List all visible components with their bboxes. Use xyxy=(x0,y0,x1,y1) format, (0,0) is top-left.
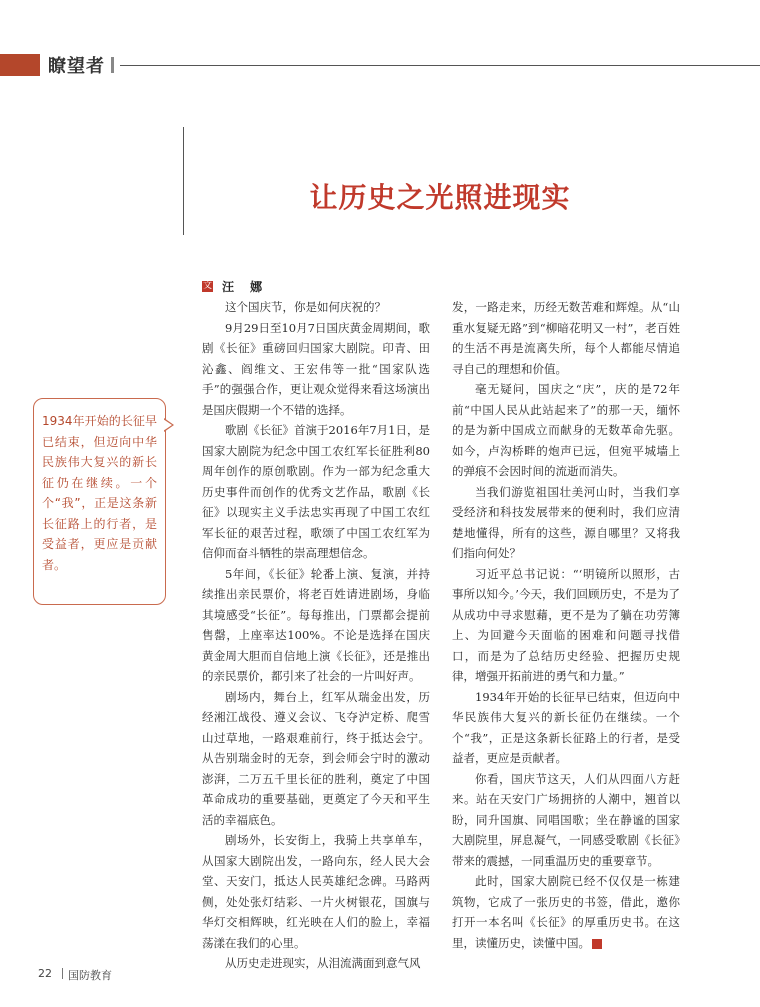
paragraph: 这个国庆节，你是如何庆祝的？ xyxy=(225,300,386,314)
paragraph-last xyxy=(452,871,680,953)
header-rule xyxy=(120,65,760,66)
pull-quote-pointer-fill xyxy=(163,419,172,431)
section-title: 瞭望者 xyxy=(48,56,105,77)
paragraph: 习近平总书记说：“‘明镜所以照形，古事所以知今。’今天，我们回顾历史，不是为了从成功中寻求慰藉，更不是为了躺在功劳簿上、为回避今天面临的困难和问题寻找借口，而是为了总结历史经验、把握历史规律，增强开拓前进的勇气和力量。” xyxy=(452,566,680,683)
page-number: 22 xyxy=(38,967,52,980)
end-mark-icon: G xyxy=(592,939,602,949)
section-separator xyxy=(111,57,114,73)
article-author: 汪 娜 xyxy=(222,280,269,294)
vertical-rule xyxy=(183,127,184,235)
article-title: 让历史之光照进现实 xyxy=(309,181,571,214)
paragraph: 9月29日至10月7日国庆黄金周期间，歌剧《长征》重磅回归国家大剧院。印青、田沁鑫、阎维文、王宏伟等一批“国家队选手”的强强合作，更让观众觉得来看这场演出是国庆假期一个不错的选择。 xyxy=(202,320,430,417)
paragraph: 毫无疑问，国庆之“庆”，庆的是72年前“中国人民从此站起来了”的那一天，缅怀的是为新中国成立而献身的无数革命先驱。如今，卢沟桥畔的炮声已远，但宛平城墙上的弹痕不会因时间的流逝而消失。 xyxy=(452,382,680,478)
paragraph: 当我们游览祖国壮美河山时，当我们享受经济和科技发展带来的便利时，我们应清楚地懂得，所有的这些，源自哪里？又将我们指向何处？ xyxy=(452,484,680,560)
article-column-right xyxy=(452,297,680,953)
paragraph: 剧场外，长安街上，我骑上共享单车，从国家大剧院出发，一路向东，经人民大会堂、天安门，抵达人民英雄纪念碑。马路两侧，处处张灯结彩、一片火树银花，国旗与华灯交相辉映，红光映在人们的脸上，幸福荡漾在我们的心里。 xyxy=(202,833,430,950)
paragraph: 你看，国庆节这天，人们从四面八方赶来。站在天安门广场拥挤的人潮中，翘首以盼，同升国旗、同唱国歌；坐在静谧的国家大剧院里，屏息凝气，一同感受歌剧《长征》带来的震撼，一同重温历史的重要章节。 xyxy=(452,771,680,868)
article-column-left xyxy=(202,297,430,974)
last-paragraph-text: 此时，国家大剧院已经不仅仅是一栋建筑物，它成了一张历史的书签，借此，邀你打开一本名叫《长征》的厚重历史书。在这里，读懂历史，读懂中国。 xyxy=(452,874,680,950)
footer-separator xyxy=(62,968,63,979)
pull-quote-text: 1934年开始的长征早已结束，但迈向中华民族伟大复兴的新长征仍在继续。一个个“我”，正是这条新长征路上的行者，是受益者，更应是贡献者。 xyxy=(42,414,157,572)
paragraph: 剧场内，舞台上，红军从瑞金出发，历经湘江战役、遵义会议、飞夺泸定桥、爬雪山过草地，一路艰难前行，终于抵达会宁。从告别瑞金时的无奈，到会师会宁时的激动澎湃，二万五千里长征的胜利，奠定了中国革命成功的重要基础，更奠定了今天和平生活的幸福底色。 xyxy=(202,689,430,827)
paragraph: 1934年开始的长征早已结束，但迈向中华民族伟大复兴的新长征仍在继续。一个个“我”，正是这条新长征路上的行者，是受益者，更应是贡献者。 xyxy=(452,689,680,765)
paragraph: 歌剧《长征》首演于2016年7月1日，是国家大剧院为纪念中国工农红军长征胜利80周年创作的原创歌剧。作为一部为纪念重大历史事件而创作的优秀文艺作品，歌剧《长征》以现实主义手法忠实再现了中国工农红军长征的艰苦过程，歌颂了中国工农红军为信仰而奋斗牺牲的崇高理想信念。 xyxy=(202,423,430,560)
author-mark-icon: 文 xyxy=(202,281,212,291)
pull-quote xyxy=(33,398,166,605)
paragraph: 从历史走进现实，从泪流满面到意气风 xyxy=(225,956,421,970)
magazine-name: 国防教育 xyxy=(68,969,112,982)
paragraph-continuation: 发，一路走来，历经无数苦难和辉煌。从“山重水复疑无路”到“柳暗花明又一村”，老百姓的生活不再是流离失所，每个人都能尽情追寻自己的理想和价值。 xyxy=(452,300,680,376)
section-color-bar xyxy=(0,54,40,76)
paragraph: 5年间，《长征》轮番上演、复演，并持续推出亲民票价，将老百姓请进剧场，身临其境感受“长征”。每每推出，门票都会提前售罄，上座率达100%。不论是选择在国庆黄金周大胆而自信地上演《长征》，还是推出的亲民票价，都引来了社会的一片叫好声。 xyxy=(202,566,430,683)
